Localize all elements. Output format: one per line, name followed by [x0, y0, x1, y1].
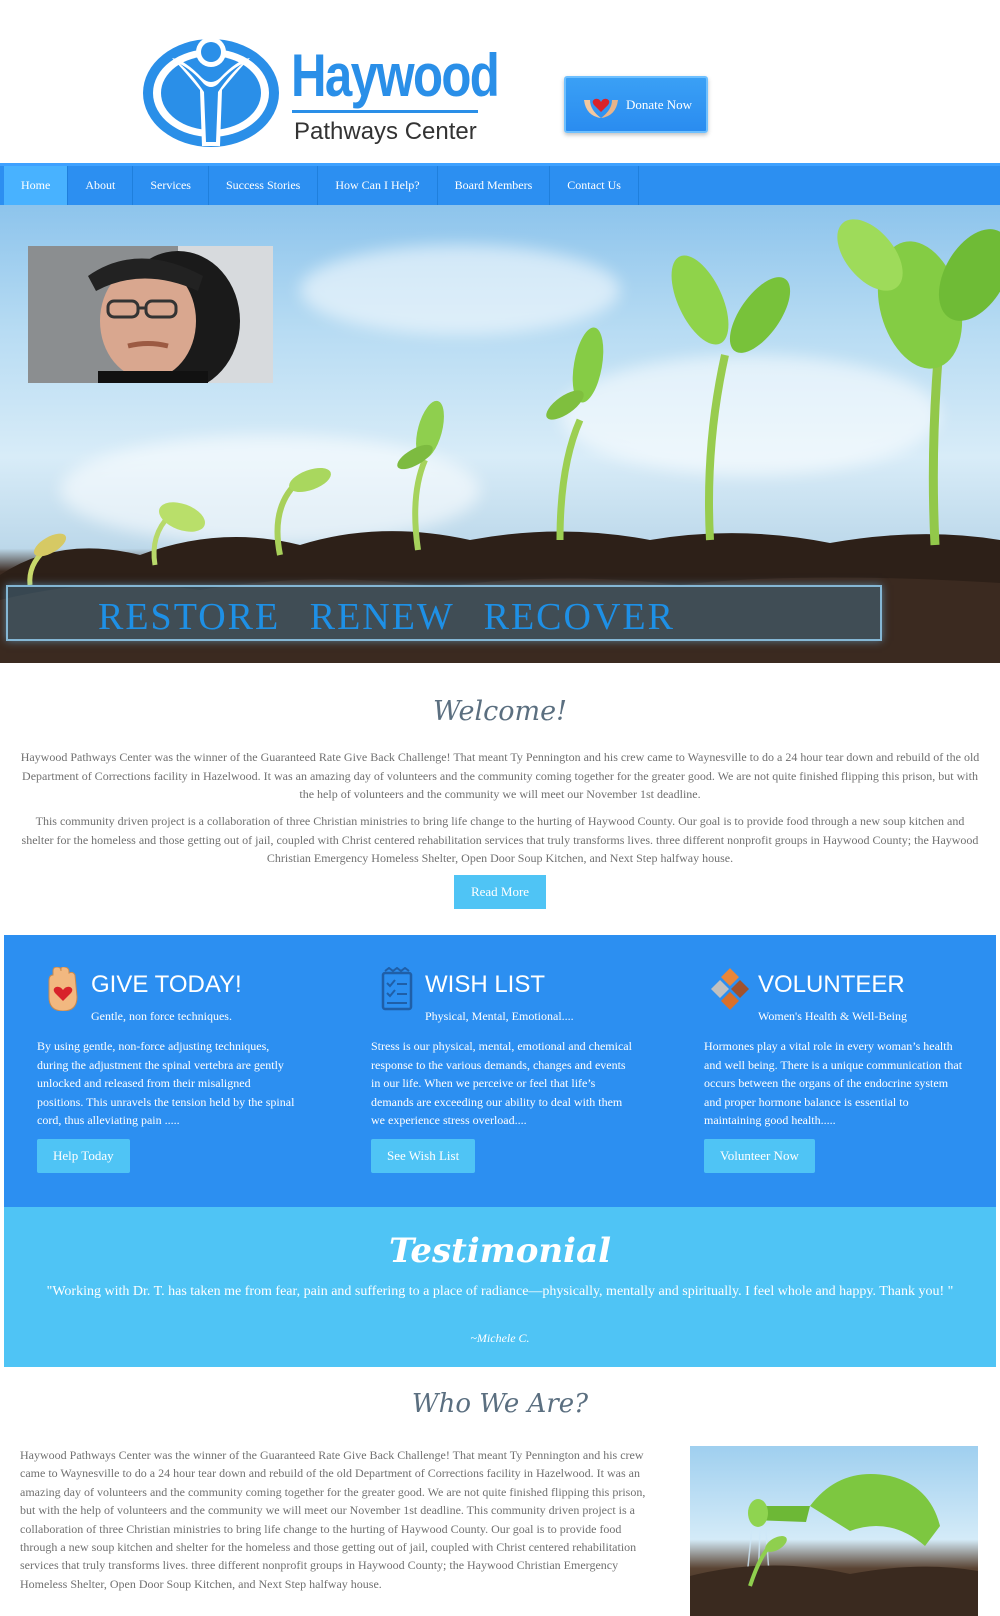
heart-hands-icon	[582, 90, 620, 120]
testimonial-author: ~Michele C.	[470, 1331, 530, 1345]
portrait-photo	[28, 246, 273, 383]
feature-title: GIVE TODAY!	[91, 971, 242, 998]
logo-name: Haywood	[291, 42, 499, 109]
site-logo[interactable]	[142, 38, 499, 150]
tagline-banner	[6, 585, 882, 641]
logo-underline	[292, 110, 478, 113]
help-today-button[interactable]: Help Today	[37, 1139, 130, 1173]
see-wish-list-button[interactable]: See Wish List	[371, 1139, 475, 1173]
feature-subtitle: Gentle, non force techniques.	[91, 1009, 232, 1023]
feature-text: By using gentle, non-force adjusting techniques, during the adjustment the spinal vertebra are gently unlocked and released from their misaligned positions. This unravels the tension held by the spinal cord, thus alleviating pain .....	[37, 1039, 295, 1127]
hero-banner	[0, 205, 1000, 663]
who-we-are-text: Haywood Pathways Center was the winner of the Guaranteed Rate Give Back Challenge! That meant Ty Pennington and his crew came to Waynesville to do a 24 hour tear down and rebuild of the old Department of Corrections facility in Hazelwood. It was an amazing day of volunteers and the community coming together for the greater good. We are not quite finished flipping this prison, but with the help of volunteers and the community we will meet our November 1st deadline. This community driven project is a collaboration of three Christian ministries to bring life change to the hurting of Haywood County. Our goal is to provide food through a new soup kitchen and shelter for the homeless and those getting out of jail, coupled with Christ centered rehabilitation services that truly transforms lives. three different nonprofit groups in Haywood County; the Haywood Christian Emergency Homeless Shelter, Open Door Soup Kitchen, and Next Step halfway house.	[20, 1448, 646, 1591]
checklist-icon	[377, 967, 417, 1011]
nav-item-board-members[interactable]: Board Members	[438, 166, 551, 205]
main-nav	[0, 163, 1000, 205]
testimonial-section	[4, 1207, 996, 1367]
nav-item-about[interactable]: About	[68, 166, 133, 205]
welcome-paragraph: This community driven project is a collaboration of three Christian ministries to bring life change to the hurting of Haywood County. Our goal is to provide food through a new soup kitchen and shelter for the homeless and those getting out of jail, coupled with Christ centered rehabilitation services that truly transforms lives. three different nonprofit groups in Haywood County; the Haywood Christian Emergency Homeless Shelter, Open Door Soup Kitchen, and Next Step halfway house.	[21, 814, 979, 865]
volunteer-now-button[interactable]: Volunteer Now	[704, 1139, 815, 1173]
hero-tagline: RESTORE RENEW RECOVER	[98, 596, 675, 638]
logo-subtitle: Pathways Center	[294, 118, 477, 145]
feature-subtitle: Physical, Mental, Emotional....	[425, 1009, 574, 1023]
welcome-title: Welcome!	[433, 696, 567, 727]
feature-text: Hormones play a vital role in every woman’s health and well being. There is a unique communication that occurs between the organs of the endocrine system and proper hormone balance is essential to maintaining good health.....	[704, 1039, 963, 1127]
read-more-button[interactable]: Read More	[454, 875, 546, 909]
site-header	[0, 0, 1000, 163]
nav-item-success-stories[interactable]: Success Stories	[209, 166, 318, 205]
welcome-paragraph: Haywood Pathways Center was the winner of the Guaranteed Rate Give Back Challenge! That meant Ty Pennington and his crew came to Waynesville to do a 24 hour tear down and rebuild of the old Department of Corrections facility in Hazelwood. It was an amazing day of volunteers and the community coming together for the greater good. We are not quite finished flipping this prison, but with the help of volunteers and the community we will meet our November 1st deadline.	[20, 750, 980, 801]
heart-hand-icon	[43, 967, 83, 1011]
feature-title: VOLUNTEER	[758, 971, 905, 998]
nav-item-home[interactable]: Home	[4, 166, 68, 205]
who-we-are-title: Who We Are?	[411, 1389, 589, 1419]
diamond-tiles-icon	[710, 967, 750, 1011]
feature-subtitle: Women's Health & Well-Being	[758, 1009, 907, 1023]
donate-label: Donate Now	[626, 96, 693, 112]
watering-can-image	[690, 1446, 978, 1616]
nav-item-contact-us[interactable]: Contact Us	[550, 166, 639, 205]
testimonial-title: Testimonial	[388, 1231, 612, 1271]
testimonial-quote: "Working with Dr. T. has taken me from fear, pain and suffering to a place of radiance—physically, mentally and spiritually. I feel whole and happy. Thank you! "	[46, 1284, 954, 1299]
person-logo-icon	[142, 38, 280, 148]
feature-title: WISH LIST	[425, 971, 546, 998]
feature-text: Stress is our physical, mental, emotional and chemical response to the various demands, changes and events in our life. When we perceive or feel that life’s demands are exceeding our ability to deal with them we experience stress overload....	[371, 1039, 632, 1127]
features-section	[4, 935, 996, 1207]
watering-can-icon	[690, 1446, 978, 1616]
donate-now-button[interactable]	[564, 76, 708, 133]
nav-item-services[interactable]: Services	[133, 166, 209, 205]
nav-item-how-can-i-help[interactable]: How Can I Help?	[318, 166, 437, 205]
man-portrait-icon	[28, 246, 273, 383]
